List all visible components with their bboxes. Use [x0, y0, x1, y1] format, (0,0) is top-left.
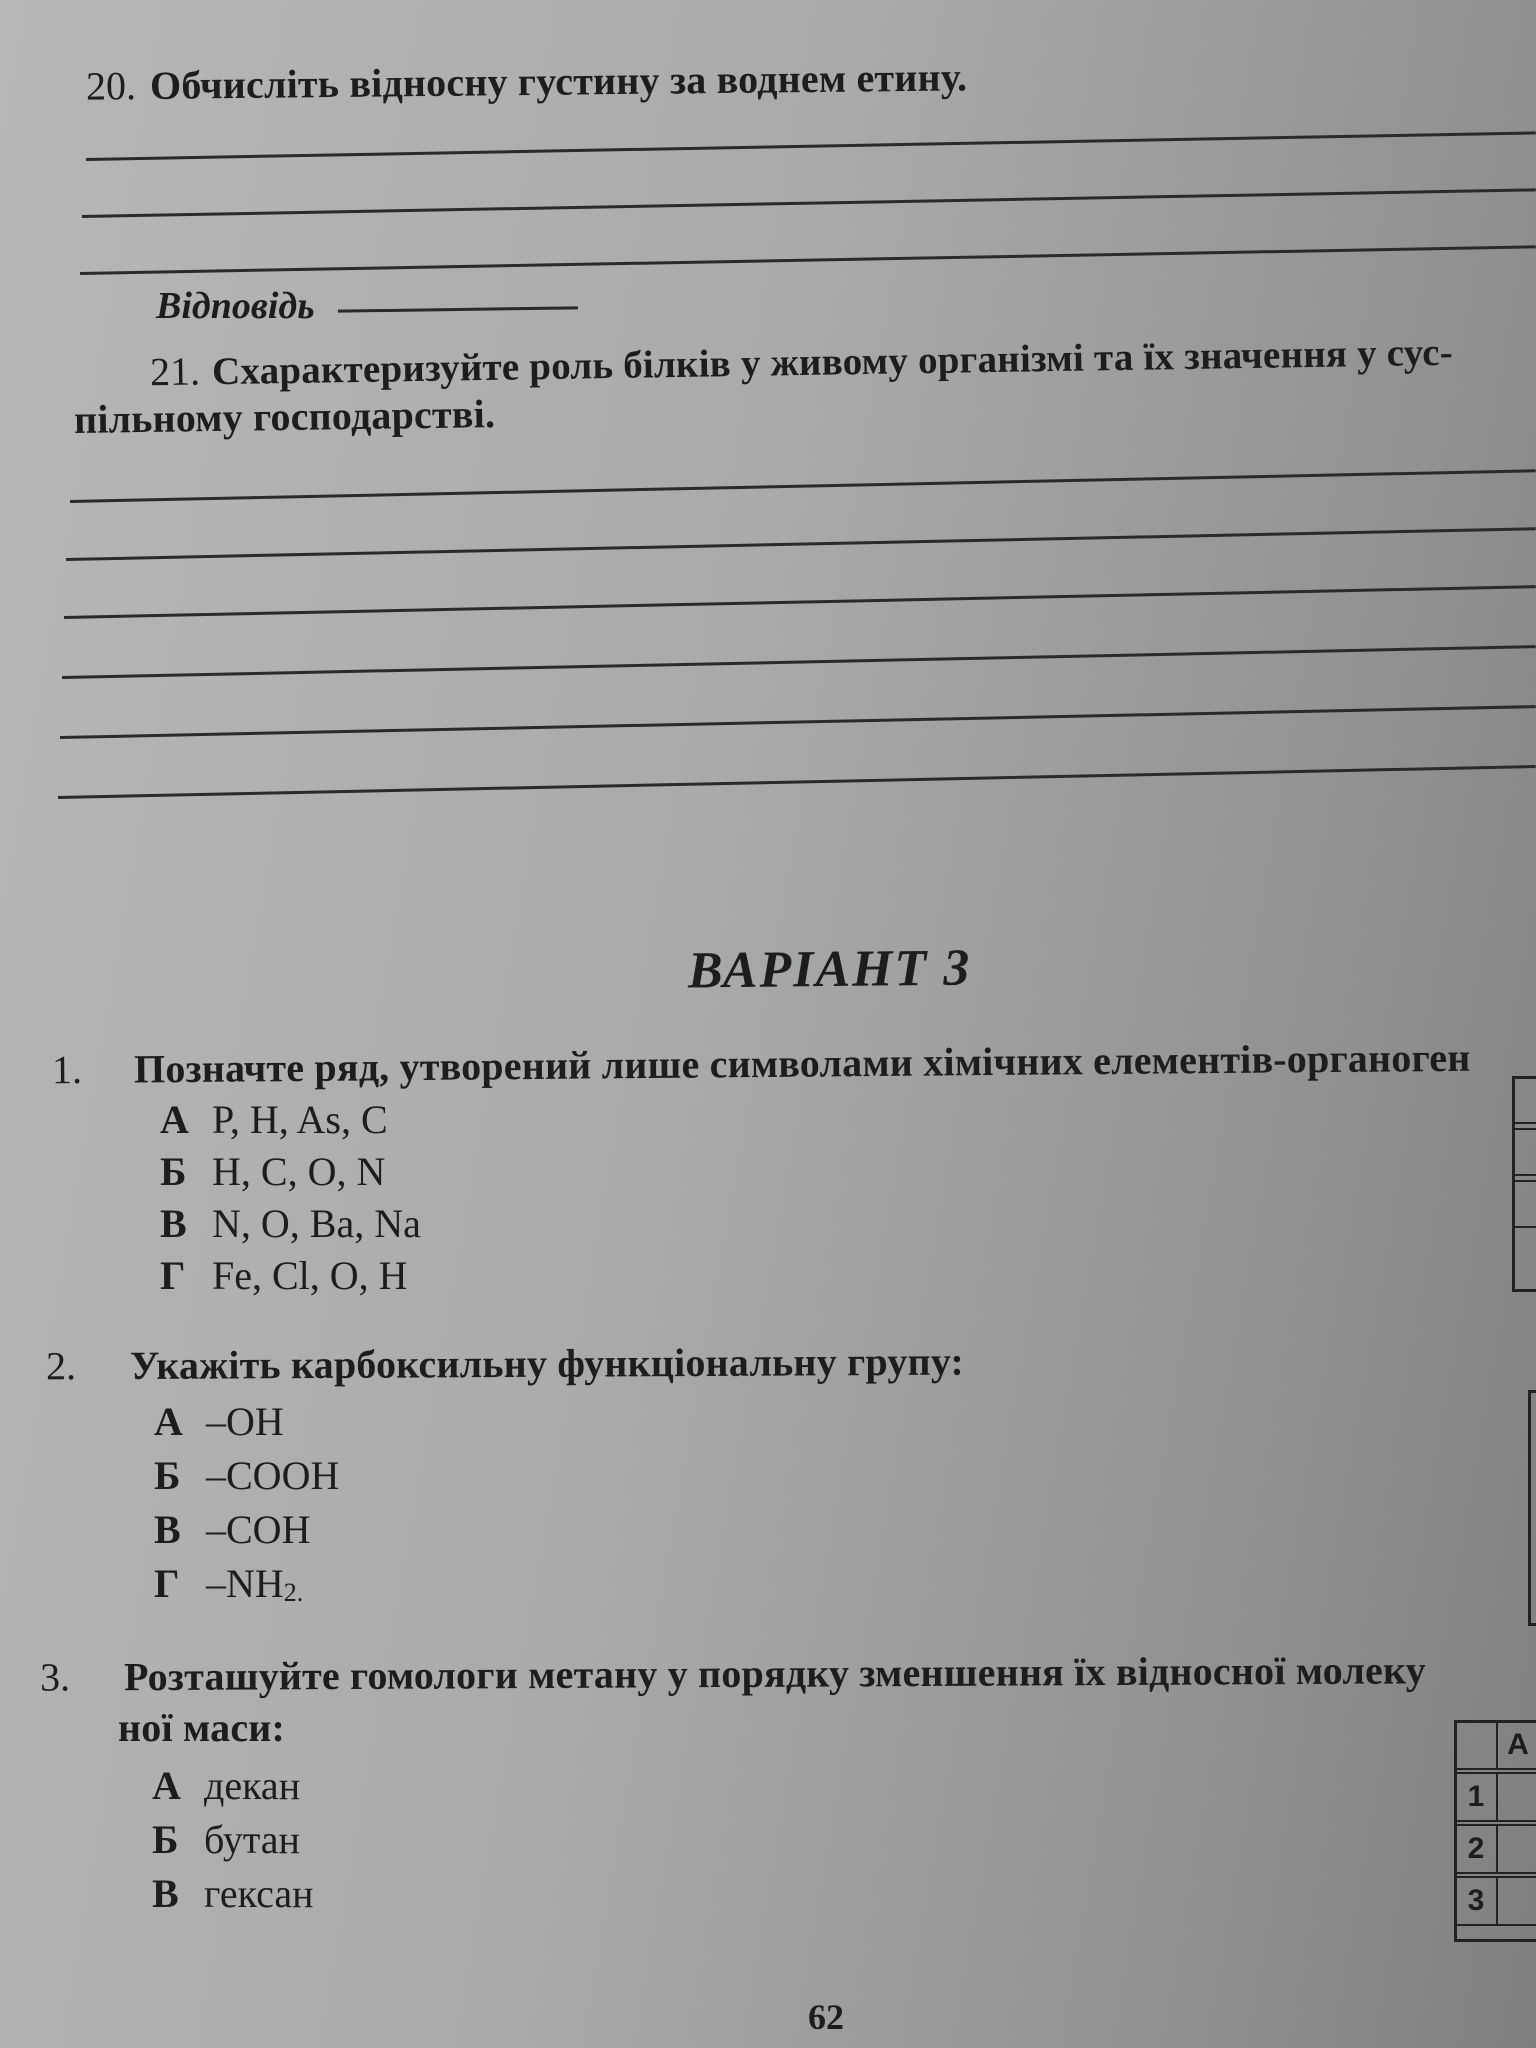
answer-line	[86, 131, 1536, 161]
answer-grid-row-header: 2	[1454, 1824, 1498, 1874]
option-letter: В	[154, 1507, 181, 1552]
question-21-text-line2: пільному господарстві.	[73, 391, 496, 442]
question-2-text: Укажіть карбоксильну функціональну групу:	[129, 1338, 965, 1388]
option-letter: А	[154, 1399, 183, 1444]
question-2-number: 2.	[45, 1343, 77, 1389]
option-text: P, H, As, C	[212, 1097, 388, 1142]
option-letter: Б	[160, 1149, 187, 1194]
question-1-option-d	[160, 1252, 408, 1299]
option-letter: Г	[154, 1561, 180, 1606]
answer-line	[58, 765, 1536, 799]
question-1-option-c	[160, 1200, 421, 1247]
question-21-number: 21.	[149, 348, 201, 395]
question-1-option-a	[160, 1096, 388, 1143]
question-3	[40, 1646, 1426, 1700]
question-20-number: 20.	[85, 63, 137, 109]
option-text: –COH	[206, 1507, 311, 1552]
answer-blank	[338, 306, 578, 312]
option-letter: А	[152, 1763, 181, 1808]
answer-table-cell	[1512, 1076, 1536, 1124]
variant-title: ВАРІАНТ 3	[687, 939, 972, 1000]
question-3-option-b	[152, 1816, 300, 1863]
option-text: –OH	[206, 1399, 284, 1444]
question-3-option-a	[152, 1762, 300, 1809]
question-1-text: Позначте ряд, утворений лише символами хімічних елементів-органоген	[133, 1034, 1471, 1092]
answer-grid-col-header: А	[1496, 1720, 1536, 1770]
option-text: гексан	[204, 1871, 314, 1916]
option-letter: А	[160, 1097, 189, 1142]
answer-line	[66, 527, 1536, 561]
answer-grid-cell[interactable]	[1496, 1772, 1536, 1822]
question-2	[46, 1338, 964, 1390]
option-subscript: 2.	[283, 1578, 304, 1608]
option-letter: В	[160, 1201, 187, 1246]
question-20	[86, 53, 968, 109]
question-20-text: Обчисліть відносну густину за воднем етину.	[149, 54, 968, 108]
option-text: декан	[204, 1763, 301, 1808]
question-2-option-d	[154, 1560, 303, 1608]
option-text: бутан	[204, 1817, 300, 1862]
question-21-text-line1: Схарактеризуйте роль білків у живому організмі та їх значення у сус-	[211, 330, 1454, 394]
question-2-option-b	[154, 1452, 339, 1499]
answer-line	[70, 469, 1536, 503]
page-number: 62	[808, 1997, 844, 2037]
option-text: N, O, Ba, Na	[212, 1201, 421, 1246]
option-text: –COOH	[206, 1453, 340, 1498]
answer-table-cell	[1512, 1128, 1536, 1176]
answer-table-cell	[1512, 1180, 1536, 1228]
answer-line	[60, 705, 1536, 739]
question-3-text-line2: ної маси:	[118, 1705, 286, 1750]
question-3-text-line1: Розташуйте гомологи метану у порядку зменшення їх відносної молеку	[123, 1647, 1426, 1700]
option-letter: Г	[160, 1253, 186, 1298]
answer-grid-row-header: 3	[1454, 1876, 1498, 1926]
question-21	[150, 328, 1454, 395]
question-3-option-c	[152, 1870, 313, 1917]
question-2-option-c	[154, 1506, 310, 1553]
answer-line	[62, 645, 1536, 679]
option-text: Fe, Cl, O, H	[212, 1253, 408, 1298]
answer-grid-cell[interactable]	[1496, 1824, 1536, 1874]
option-text: H, C, O, N	[212, 1149, 386, 1194]
option-text: –NH	[206, 1561, 284, 1606]
question-1-option-b	[160, 1148, 385, 1195]
question-1	[52, 1034, 1471, 1093]
option-letter: Б	[152, 1817, 179, 1862]
question-3-number: 3.	[39, 1654, 71, 1700]
answer-grid-row-header: 1	[1454, 1772, 1498, 1822]
answer-line	[64, 585, 1536, 619]
question-2-option-a	[154, 1398, 284, 1445]
option-letter: Б	[154, 1453, 181, 1498]
option-letter: В	[152, 1871, 179, 1916]
answer-line	[80, 245, 1536, 275]
answer-label: Відповідь	[156, 285, 315, 327]
answer-grid-corner	[1454, 1720, 1498, 1770]
question-1-number: 1.	[51, 1046, 83, 1093]
answer-line	[82, 188, 1536, 218]
answer-table-edge	[1528, 1390, 1536, 1626]
answer-grid-cell[interactable]	[1496, 1876, 1536, 1926]
